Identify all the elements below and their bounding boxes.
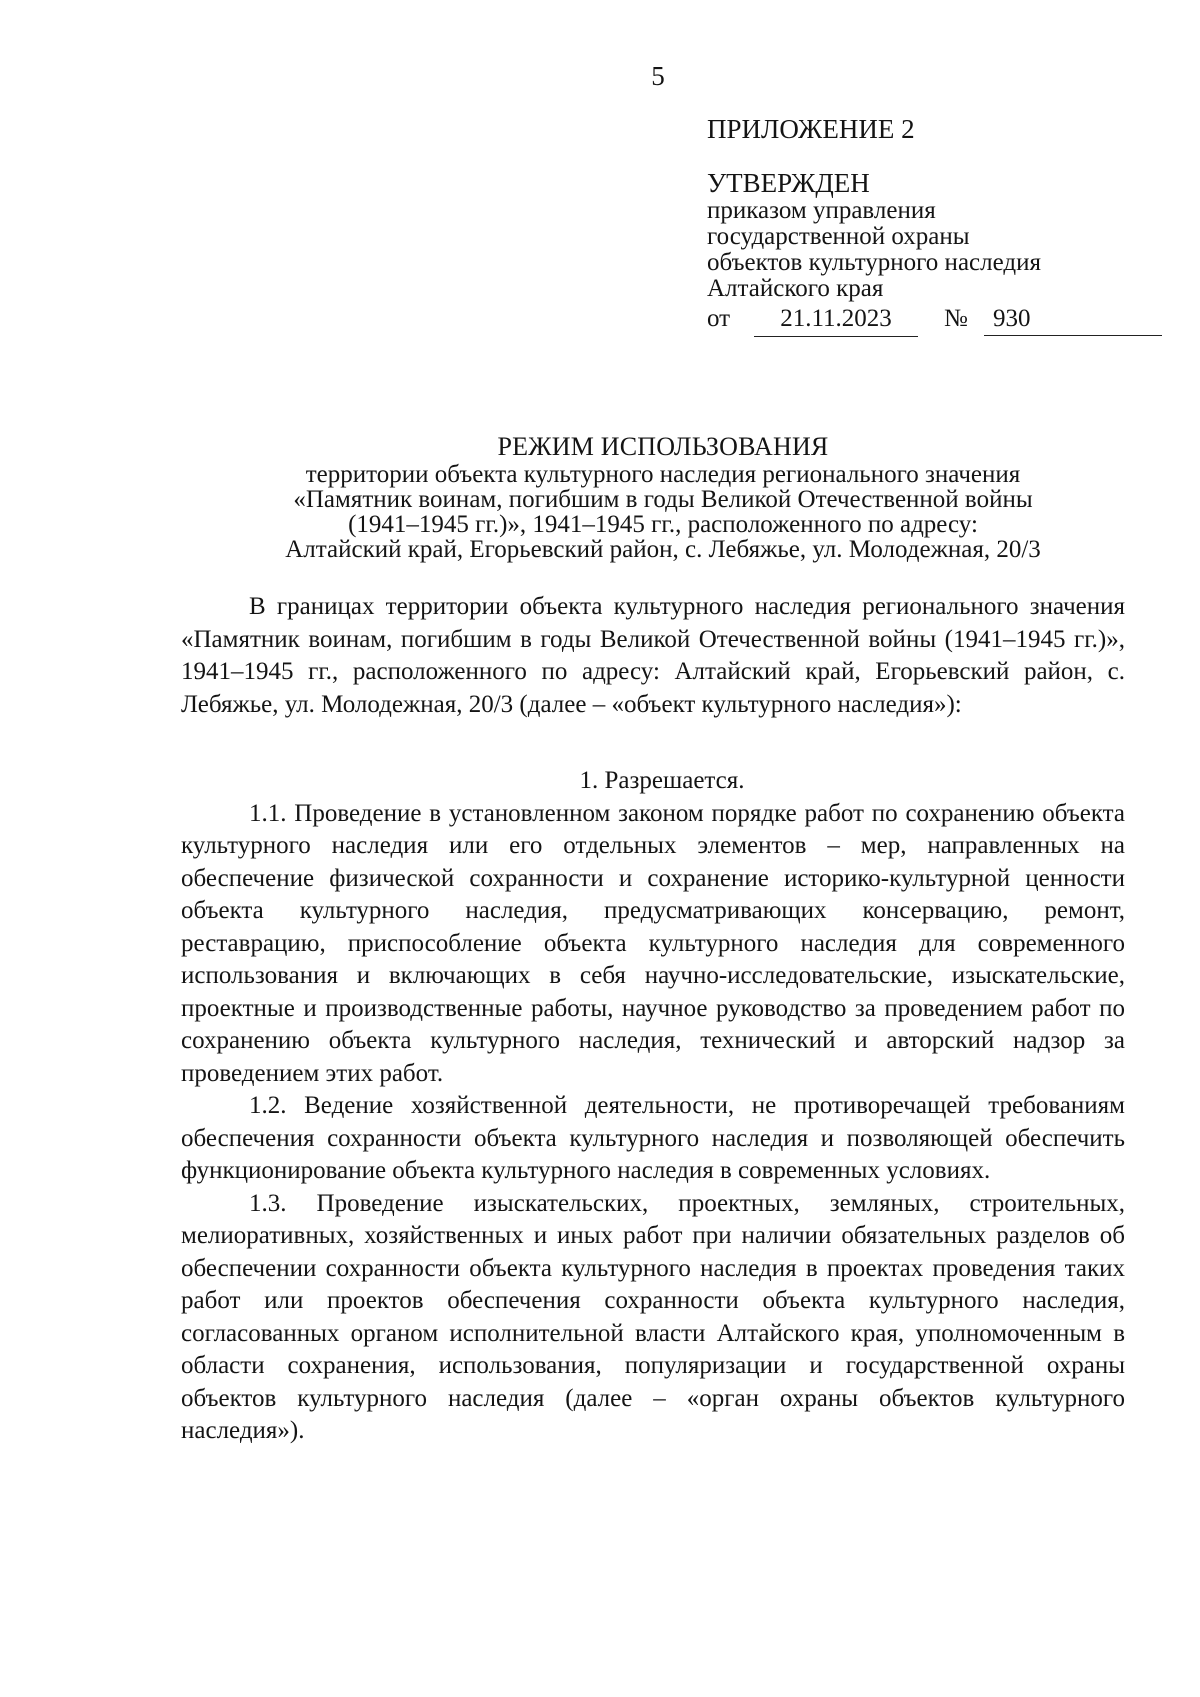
order-date: 21.11.2023	[754, 304, 918, 337]
title-line: (1941–1945 гг.)», 1941–1945 гг., расположенного по адресу:	[348, 511, 978, 538]
item-1-2: 1.2. Ведение хозяйственной деятельности, не противоречащей требованиям обеспечения сохранности объекта культурного наследия и позволяющей обеспечить функционирование объекта культурного наследия в современных условиях.	[181, 1092, 1125, 1184]
section-heading: 1. Разрешается.	[579, 767, 745, 794]
document-title: РЕЖИМ ИСПОЛЬЗОВАНИЯ	[497, 432, 829, 461]
title-line: Алтайский край, Егорьевский район, с. Лебяжье, ул. Молодежная, 20/3	[285, 536, 1041, 563]
approval-line: Алтайского края	[707, 275, 884, 302]
appendix-label: ПРИЛОЖЕНИЕ 2	[707, 114, 915, 144]
order-number: 930	[984, 304, 1162, 336]
page-number: 5	[651, 61, 665, 91]
approval-line: объектов культурного наследия	[707, 249, 1041, 276]
approval-block	[707, 113, 1177, 338]
order-date-number	[707, 304, 1177, 338]
title-line: территории объекта культурного наследия регионального значения	[305, 461, 1021, 488]
document-title-block	[180, 432, 1146, 562]
document-body	[181, 591, 1125, 1448]
from-label: от	[707, 305, 731, 332]
item-1-3: 1.3. Проведение изыскательских, проектных, земляных, строительных, мелиоративных, хозяйственных и иных работ при наличии обязательных разделов об обеспечении сохранности объекта культурного наследия в проектах проведения таких работ или проектов обеспечения сохранности объекта культурного наследия, согласованных органом исполнительной власти Алтайского края, уполномоченным в области сохранения, использования, популяризации и государственной охраны объектов культурного наследия (далее – «орган охраны объектов культурного наследия»).	[181, 1189, 1125, 1444]
approval-line: государственной охраны	[707, 223, 970, 250]
item-1-1: 1.1. Проведение в установленном законом порядке работ по сохранению объекта культурного наследия или его отдельных элементов – мер, направленных на обеспечение физической сохранности и сохранение историко-культурной ценности объекта культурного наследия, предусматривающих консервацию, ремонт, реставрацию, приспособление объекта культурного наследия для современного использования и включающих в себя научно-исследовательские, изыскательские, проектные и производственные работы, научное руководство за проведением работ по сохранению объекта культурного наследия, технический и авторский надзор за проведением этих работ.	[181, 799, 1125, 1087]
title-line: «Памятник воинам, погибшим в годы Великой Отечественной войны	[293, 486, 1033, 513]
approval-line: приказом управления	[707, 197, 936, 224]
intro-paragraph: В границах территории объекта культурного наследия регионального значения «Памятник воинам, погибшим в годы Великой Отечественной войны (1941–1945 гг.)», 1941–1945 гг., расположенного по адресу: Алтайский край, Егорьевский район, с. Лебяжье, ул. Молодежная, 20/3 (далее – «объект культурного наследия»):	[181, 593, 1125, 718]
number-sign: №	[944, 305, 968, 332]
approved-label: УТВЕРЖДЕН	[707, 168, 870, 198]
